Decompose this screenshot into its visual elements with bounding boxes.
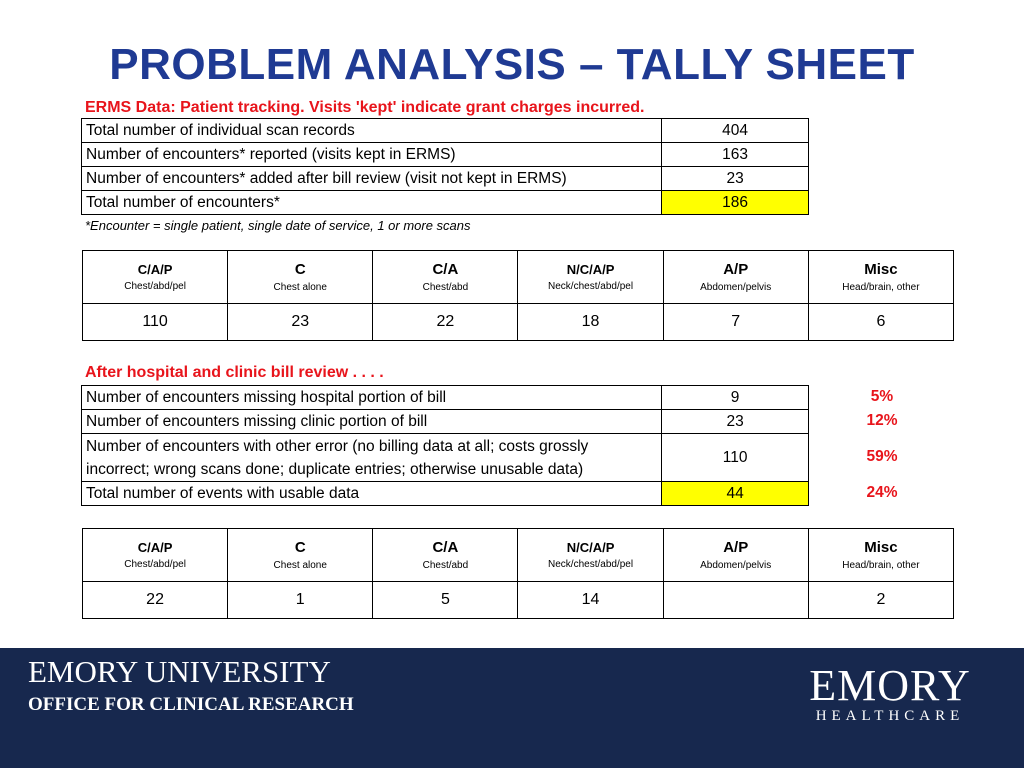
category-desc: Chest alone: [273, 282, 327, 293]
category-code: A/P: [723, 261, 749, 278]
table-row: [82, 410, 809, 434]
table-row: [82, 191, 809, 215]
row-label-line: incorrect; wrong scans done; duplicate entries; otherwise unusable data): [86, 460, 584, 478]
row-value: 163: [662, 143, 809, 167]
pct-value: 12%: [866, 412, 898, 429]
category-value: [663, 582, 808, 619]
row-label: Total number of individual scan records: [82, 119, 662, 143]
review-heading: After hospital and clinic bill review . . . .: [85, 364, 384, 381]
category-code: Misc: [864, 539, 898, 556]
category-cell: [808, 251, 953, 304]
category-cell: [808, 529, 953, 582]
erms-heading: ERMS Data: Patient tracking. Visits 'kept' indicate grant charges incurred.: [85, 99, 645, 116]
category-code: C/A: [432, 539, 459, 556]
category-code: C: [294, 261, 306, 278]
table-row: [82, 119, 809, 143]
category-cell: [663, 251, 808, 304]
category-code: C: [294, 539, 306, 556]
category-desc: Chest/abd: [422, 282, 469, 293]
category-desc: Neck/chest/abd/pel: [548, 281, 634, 292]
category-cell: [518, 251, 663, 304]
category-value: 23: [228, 304, 373, 341]
row-value: 404: [662, 119, 809, 143]
row-label: [82, 434, 662, 482]
table-row: [82, 143, 809, 167]
category-cell: [228, 529, 373, 582]
category-code: C/A: [432, 261, 459, 278]
category-value: 1: [228, 582, 373, 619]
table-row: [82, 434, 809, 482]
footer-office-name: OFFICE FOR CLINICAL RESEARCH: [28, 694, 354, 715]
category-code: N/C/A/P: [566, 262, 615, 277]
category-table-2: [82, 528, 954, 619]
row-label: Number of encounters missing hospital portion of bill: [82, 386, 662, 410]
category-desc: Chest/abd/pel: [124, 559, 186, 570]
category-value: 14: [518, 582, 663, 619]
row-value: 9: [662, 386, 809, 410]
category-values-row: [83, 304, 954, 341]
category-desc: Chest/abd: [422, 560, 469, 571]
category-desc: Neck/chest/abd/pel: [548, 559, 634, 570]
healthcare-logo-text: HEALTHCARE: [815, 708, 965, 724]
category-cell: [83, 529, 228, 582]
category-value: 6: [808, 304, 953, 341]
category-desc: Abdomen/pelvis: [700, 560, 772, 571]
category-code: C/A/P: [137, 540, 173, 555]
page-title: PROBLEM ANALYSIS – TALLY SHEET: [109, 40, 915, 89]
category-code: Misc: [864, 261, 898, 278]
table-row: [82, 386, 809, 410]
category-code: N/C/A/P: [566, 540, 615, 555]
row-label: Number of encounters* reported (visits kept in ERMS): [82, 143, 662, 167]
category-desc: Chest/abd/pel: [124, 281, 186, 292]
category-header-row: [83, 529, 954, 582]
category-desc: Head/brain, other: [842, 560, 920, 571]
pct-value: 5%: [870, 388, 894, 405]
category-desc: Abdomen/pelvis: [700, 282, 772, 293]
category-code: C/A/P: [137, 262, 173, 277]
category-cell: [83, 251, 228, 304]
row-label: Number of encounters missing clinic portion of bill: [82, 410, 662, 434]
review-table: [81, 385, 809, 506]
category-cell: [518, 529, 663, 582]
row-label-line: Number of encounters with other error (no billing data at all; costs grossly: [86, 437, 589, 455]
erms-table: [81, 118, 809, 215]
category-value: 7: [663, 304, 808, 341]
category-table-1: [82, 250, 954, 341]
usable-events-value: 44: [662, 482, 809, 506]
row-value: 23: [662, 167, 809, 191]
category-cell: [373, 529, 518, 582]
category-values-row: [83, 582, 954, 619]
category-value: 22: [373, 304, 518, 341]
total-encounters-value: 186: [662, 191, 809, 215]
category-desc: Head/brain, other: [842, 282, 920, 293]
table-row: [82, 167, 809, 191]
row-label: Number of encounters* added after bill review (visit not kept in ERMS): [82, 167, 662, 191]
footer-university-name: EMORY UNIVERSITY: [28, 654, 331, 689]
row-value: 110: [662, 434, 809, 482]
category-value: 5: [373, 582, 518, 619]
category-cell: [373, 251, 518, 304]
category-value: 18: [518, 304, 663, 341]
pct-value: 24%: [866, 484, 898, 501]
category-header-row: [83, 251, 954, 304]
emory-logo-text: EMORY: [809, 661, 971, 710]
row-value: 23: [662, 410, 809, 434]
pct-value: 59%: [866, 448, 898, 465]
category-code: A/P: [723, 539, 749, 556]
category-value: 110: [83, 304, 228, 341]
category-value: 22: [83, 582, 228, 619]
category-cell: [663, 529, 808, 582]
row-label: Total number of encounters*: [82, 191, 662, 215]
category-desc: Chest alone: [273, 560, 327, 571]
encounter-footnote: *Encounter = single patient, single date of service, 1 or more scans: [85, 218, 471, 233]
row-label: Total number of events with usable data: [82, 482, 662, 506]
category-value: 2: [808, 582, 953, 619]
category-cell: [228, 251, 373, 304]
table-row: [82, 482, 809, 506]
